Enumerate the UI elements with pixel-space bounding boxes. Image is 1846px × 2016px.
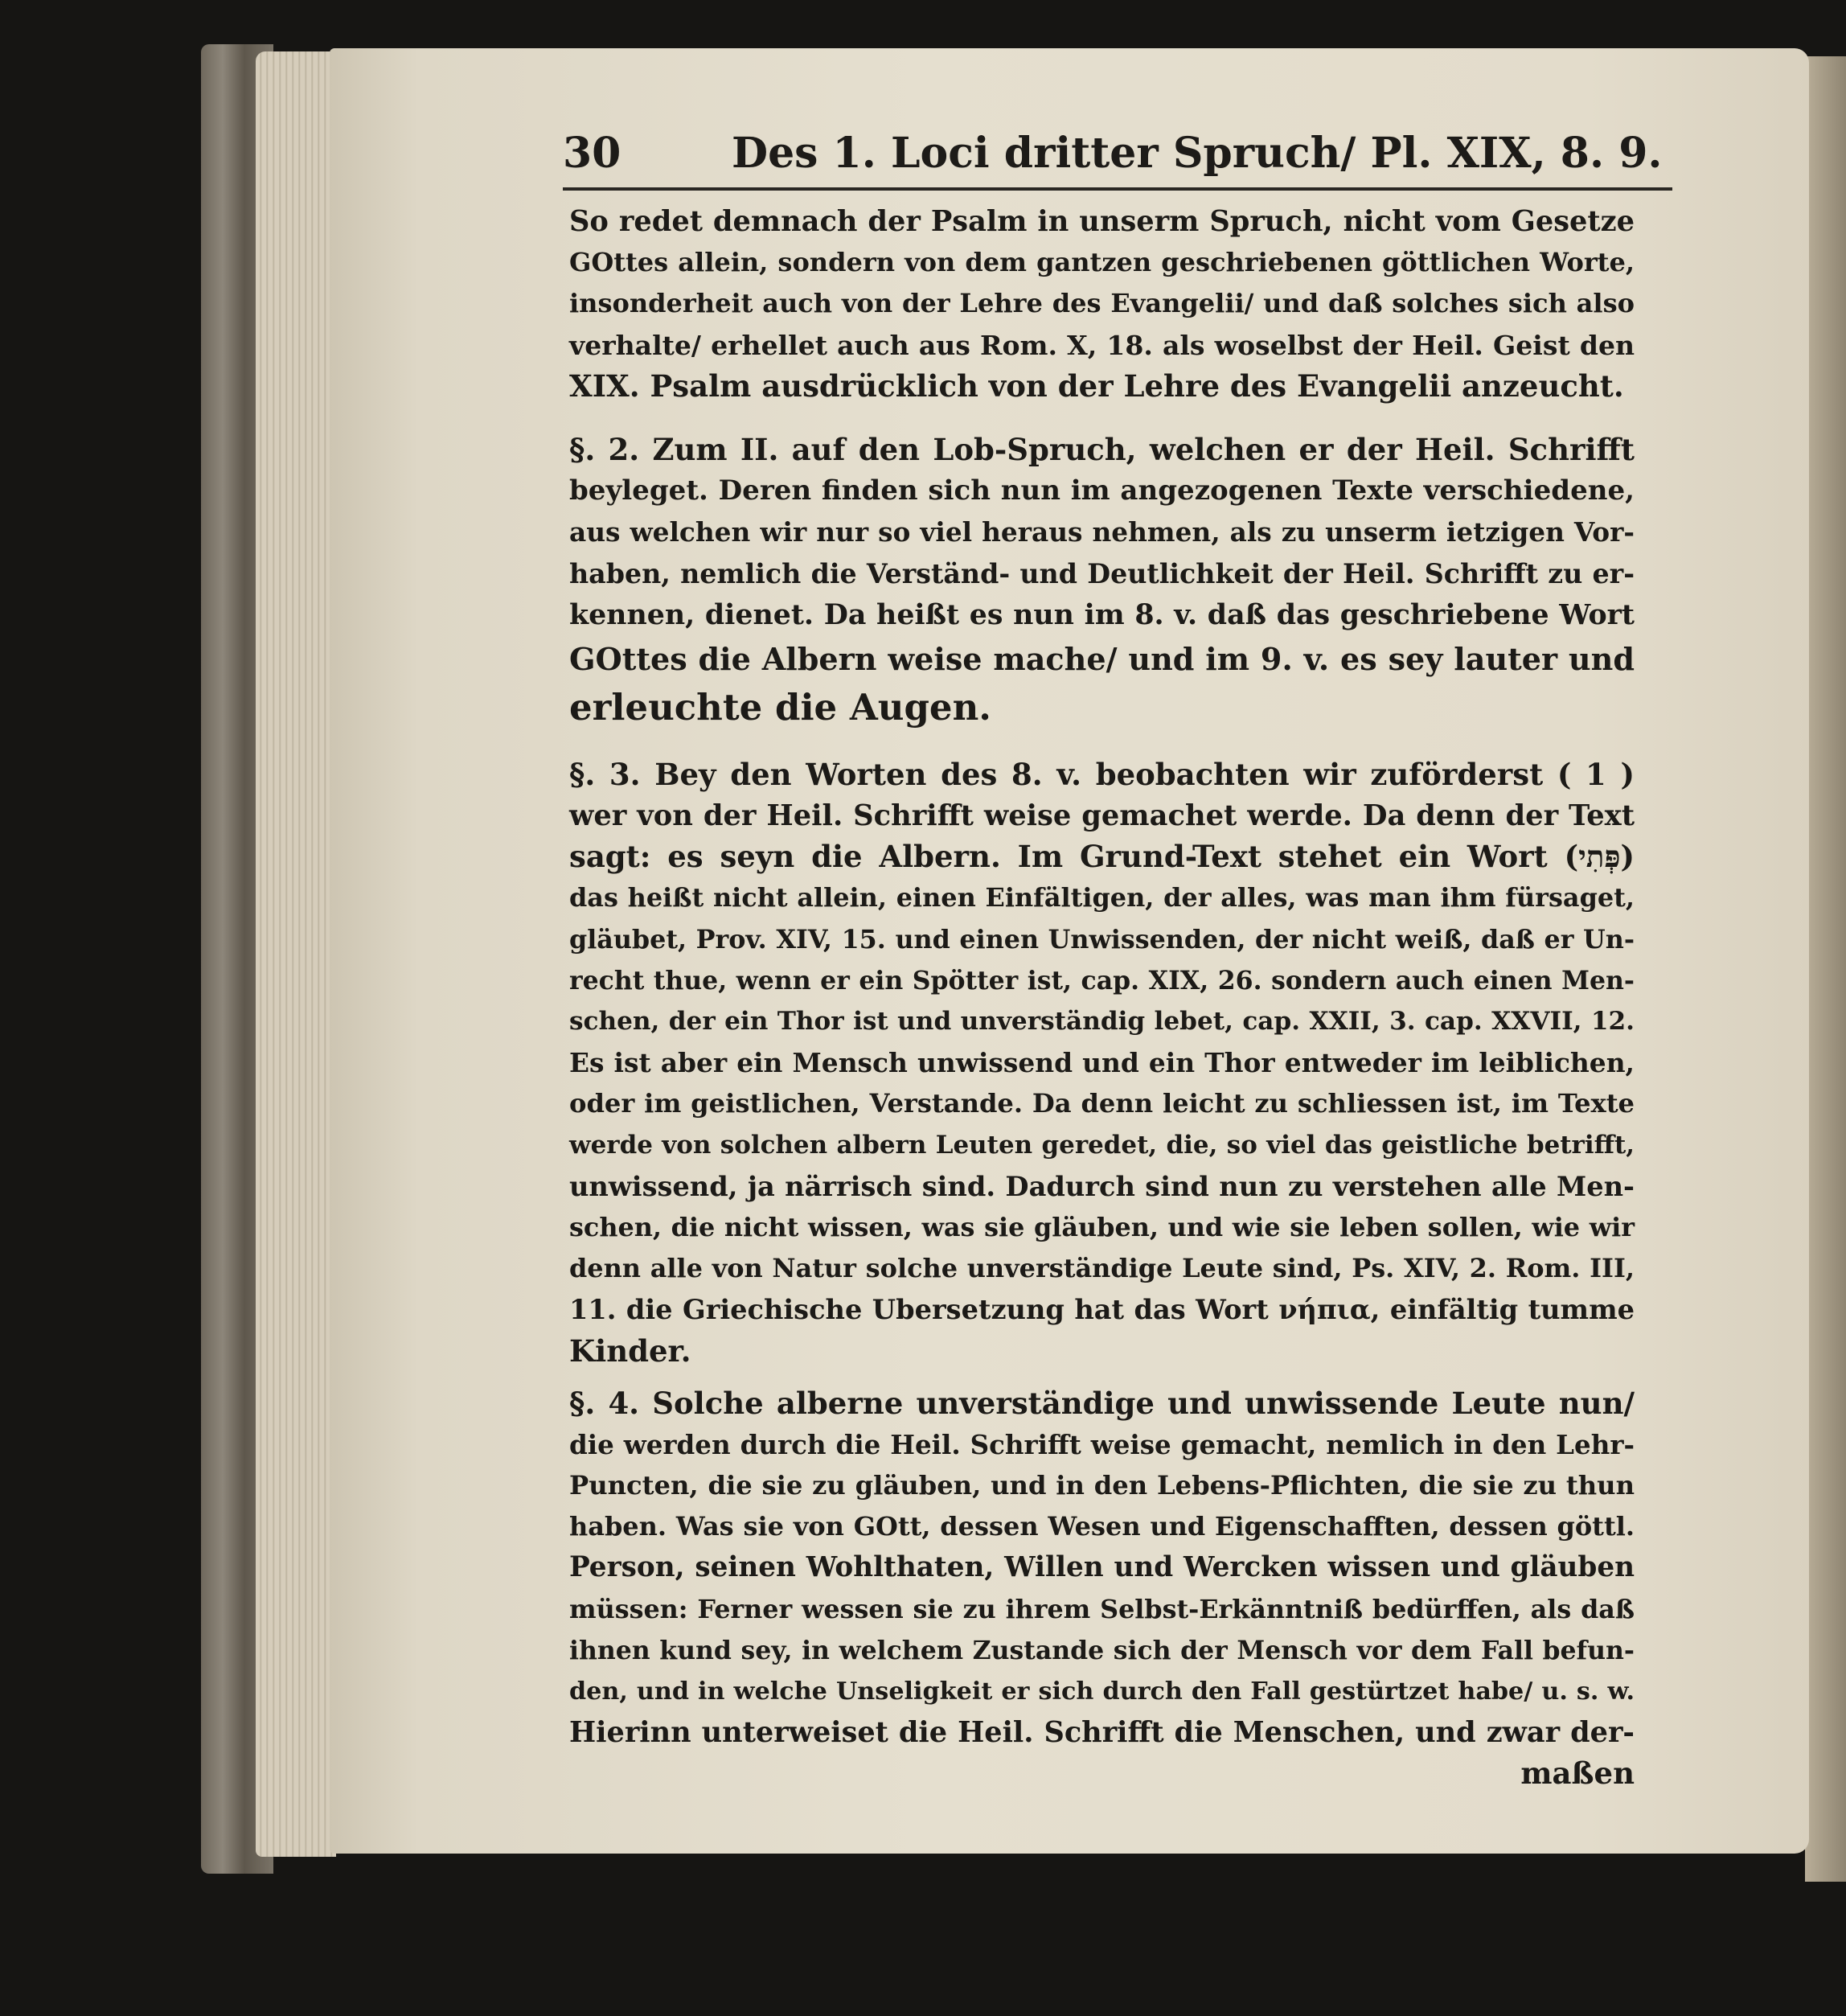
header-rule [563,187,1672,191]
body-text [569,201,1635,1795]
text-line: ihnen kund sey, in welchem Zustande sich der Mensch vor dem Fall befun- [569,1635,1635,1665]
paragraph-2 [569,429,1635,732]
text-line: §. 4. Solche alberne unverständige und unwissende Leute nun/ [569,1385,1635,1421]
text-line: Kinder. [569,1332,691,1369]
text-line: 11. die Griechische Ubersetzung hat das Wort νήπια, einfältig tumme [569,1293,1635,1326]
paragraph-4 [569,1383,1635,1754]
page-number: 30 [563,129,621,178]
text-line: aus welchen wir nur so viel heraus nehmen, als zu unserm ietzigen Vor- [569,516,1635,548]
text-line: erleuchte die Augen. [569,685,991,729]
text-line: Es ist aber ein Mensch unwissend und ein Thor entweder im leiblichen, [569,1047,1635,1079]
text-line: So redet demnach der Psalm in unserm Spruch, nicht vom Gesetze [569,205,1635,238]
text-line: haben. Was sie von GOtt, dessen Wesen und Eigenschafften, dessen göttl. [569,1511,1635,1542]
text-line: gläubet, Prov. XIV, 15. und einen Unwissenden, der nicht weiß, daß er Un- [569,924,1635,955]
text-line: haben, nemlich die Verständ- und Deutlichkeit der Heil. Schrifft zu er- [569,557,1635,589]
paragraph-1 [569,201,1635,407]
text-line: den, und in welche Unseligkeit er sich durch den Fall gestürtzet habe/ u. s. w. [569,1677,1635,1706]
text-line: schen, die nicht wissen, was sie gläuben, und wie sie leben sollen, wie wir [569,1211,1635,1242]
text-line: GOttes allein, sondern von dem gantzen geschriebenen göttlichen Worte, [569,247,1635,278]
page-stack-edges [256,51,336,1857]
text-line: §. 2. Zum II. auf den Lob-Spruch, welchen er der Heil. Schrifft [569,431,1635,467]
catchword: maßen [1520,1755,1635,1792]
text-line: denn alle von Natur solche unverständige Leute sind, Ps. XIV, 2. Rom. III, [569,1253,1635,1284]
text-line: Hierinn unterweiset die Heil. Schrifft die Menschen, und zwar der- [569,1716,1635,1750]
running-title: Des 1. Loci dritter Spruch/ Pl. XIX, 8. 9. [732,129,1663,178]
text-line: werde von solchen albern Leuten geredet, die, so viel das geistliche betrifft, [569,1130,1635,1160]
text-line: wer von der Heil. Schrifft weise gemachet werde. Da denn der Text [569,799,1635,833]
text-line: verhalte/ erhellet auch aus Rom. X, 18. als woselbst der Heil. Geist den [569,329,1635,361]
text-line: kennen, dienet. Da heißt es nun im 8. v. daß das geschriebene Wort [569,597,1635,631]
text-line: §. 3. Bey den Worten des 8. v. beobachten wir zuförderst ( 1 ) [569,756,1635,792]
text-line: das heißt nicht allein, einen Einfältigen, der alles, was man ihm fürsaget, [569,882,1635,914]
text-line: insonderheit auch von der Lehre des Evangelii/ und daß solches sich also [569,288,1635,319]
text-line: XIX. Psalm ausdrücklich von der Lehre des Evangelii anzeucht. [569,367,1624,404]
text-line: recht thue, wenn er ein Spötter ist, cap. XIX, 26. sondern auch einen Men- [569,965,1635,996]
text-line: schen, der ein Thor ist und unverständig lebet, cap. XXII, 3. cap. XXVII, 12. [569,1007,1635,1036]
paragraph-3 [569,754,1635,1372]
book-cover-edge [1805,56,1846,1882]
text-line: unwissend, ja närrisch sind. Dadurch sind nun zu verstehen alle Men- [569,1169,1635,1202]
running-header [563,129,1680,177]
text-line: GOttes die Albern weise mache/ und im 9. v. es sey lauter und [569,640,1635,677]
text-line: die werden durch die Heil. Schrifft weise gemacht, nemlich in den Lehr- [569,1428,1635,1460]
text-line: müssen: Ferner wessen sie zu ihrem Selbst-Erkänntniß bedürffen, als daß [569,1594,1635,1624]
text-line: oder im geistlichen, Verstande. Da denn leicht zu schliessen ist, im Texte [569,1088,1635,1119]
text-line: Puncten, die sie zu gläuben, und in den Lebens-Pflichten, die sie zu thun [569,1470,1635,1501]
text-line: beyleget. Deren finden sich nun im angezogenen Texte verschiedene, [569,474,1635,507]
text-line: Person, seinen Wohlthaten, Willen und Wercken wissen und gläuben [569,1551,1635,1584]
text-line: sagt: es seyn die Albern. Im Grund-Text stehet ein Wort (פְּתִי) [569,839,1635,875]
